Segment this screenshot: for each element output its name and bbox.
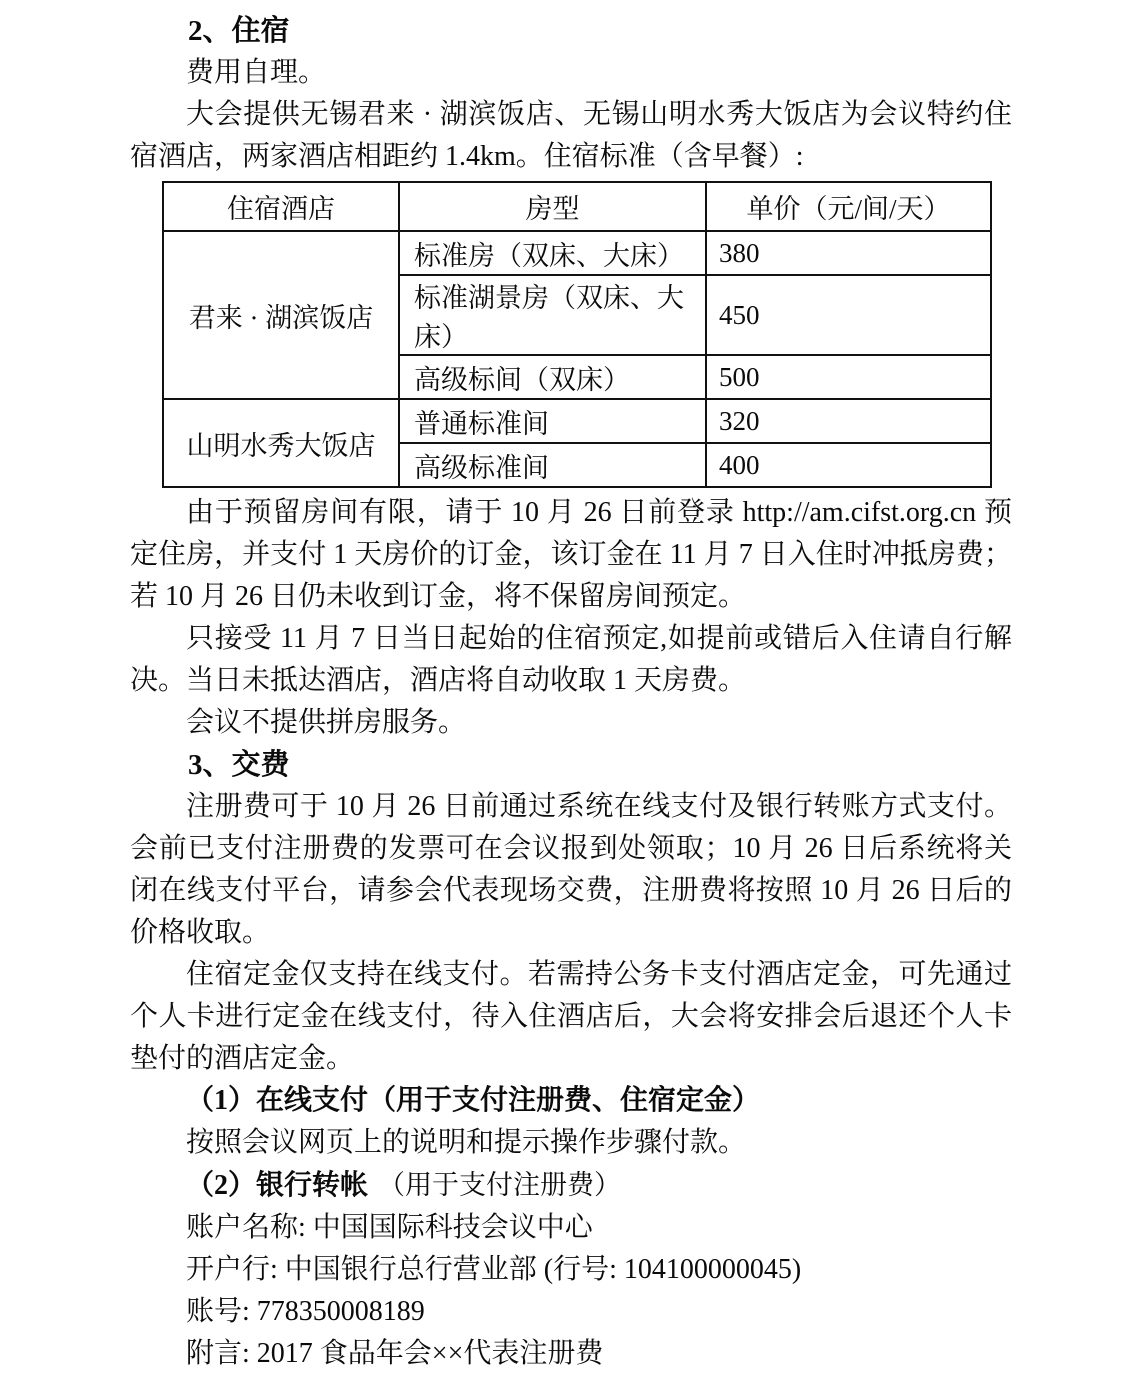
para-no-room-sharing: 会议不提供拼房服务。	[186, 707, 467, 738]
table-row	[163, 399, 991, 443]
room-price: 320	[706, 399, 991, 443]
column-header-hotel: 住宿酒店	[163, 182, 399, 231]
para-online-instruction: 按照会议网页上的说明和提示操作步骤付款。	[186, 1127, 747, 1158]
para-fee-self: 费用自理。	[186, 57, 327, 88]
section-heading-payment: 3、交费	[188, 749, 290, 781]
para-hotels-intro: 大会提供无锡君来 · 湖滨饭店、无锡山明水秀大饭店为会议特约住宿酒店，两家酒店相距约 1.4km。住宿标准（含早餐）:	[130, 99, 1012, 172]
column-header-room-type: 房型	[399, 182, 706, 231]
bank-branch: 开户行: 中国银行总行营业部 (行号: 104100000045)	[186, 1254, 802, 1285]
room-type: 标准房（双床、大床）	[399, 231, 706, 275]
room-price: 380	[706, 231, 991, 275]
para-deposit-policy: 住宿定金仅支持在线支付。若需持公务卡支付酒店定金，可先通过个人卡进行定金在线支付，待入住酒店后，大会将安排会后退还个人卡垫付的酒店定金。	[130, 959, 1012, 1074]
para-registration-fee: 注册费可于 10 月 26 日前通过系统在线支付及银行转账方式支付。会前已支付注册费的发票可在会议报到处领取；10 月 26 日后系统将关闭在线支付平台，请参会代表现场交费，注册费将按照 10 月 26 日后的价格收取。	[130, 791, 1012, 948]
room-type: 高级标准间	[399, 443, 706, 487]
bank-memo: 附言: 2017 食品年会××代表注册费	[186, 1338, 604, 1369]
room-type: 普通标准间	[399, 399, 706, 443]
bank-account-number: 账号: 778350008189	[186, 1296, 425, 1327]
room-price: 400	[706, 443, 991, 487]
table-row	[163, 231, 991, 275]
room-price: 450	[706, 275, 991, 355]
sub-heading-bank-transfer	[130, 1164, 1012, 1207]
table-header-row	[163, 182, 991, 231]
para-checkin-policy: 只接受 11 月 7 日当日起始的住宿预定,如提前或错后入住请自行解决。当日未抵达酒店，酒店将自动收取 1 天房费。	[130, 623, 1012, 696]
para-room-booking: 由于预留房间有限，请于 10 月 26 日前登录 http://am.cifst.org.cn 预定住房，并支付 1 天房价的订金，该订金在 11 月 7 日入住时冲抵房费；若 10 月 26 日仍未收到订金，将不保留房间预定。	[130, 497, 1012, 612]
bank-account-name: 账户名称: 中国国际科技会议中心	[186, 1212, 593, 1243]
section-heading-accommodation: 2、住宿	[188, 15, 290, 47]
hotel-name: 君来 · 湖滨饭店	[163, 231, 399, 399]
sub-heading-online-payment: （1）在线支付（用于支付注册费、住宿定金）	[186, 1085, 761, 1116]
room-type: 标准湖景房（双床、大床）	[399, 275, 706, 355]
sub-heading-bank-transfer-label: （2）银行转帐	[186, 1170, 369, 1201]
room-type: 高级标间（双床）	[399, 355, 706, 399]
column-header-price: 单价（元/间/天）	[706, 182, 991, 231]
room-price: 500	[706, 355, 991, 399]
hotel-price-table	[162, 181, 992, 488]
hotel-name: 山明水秀大饭店	[163, 399, 399, 487]
sub-heading-bank-transfer-note: （用于支付注册费）	[378, 1170, 622, 1200]
